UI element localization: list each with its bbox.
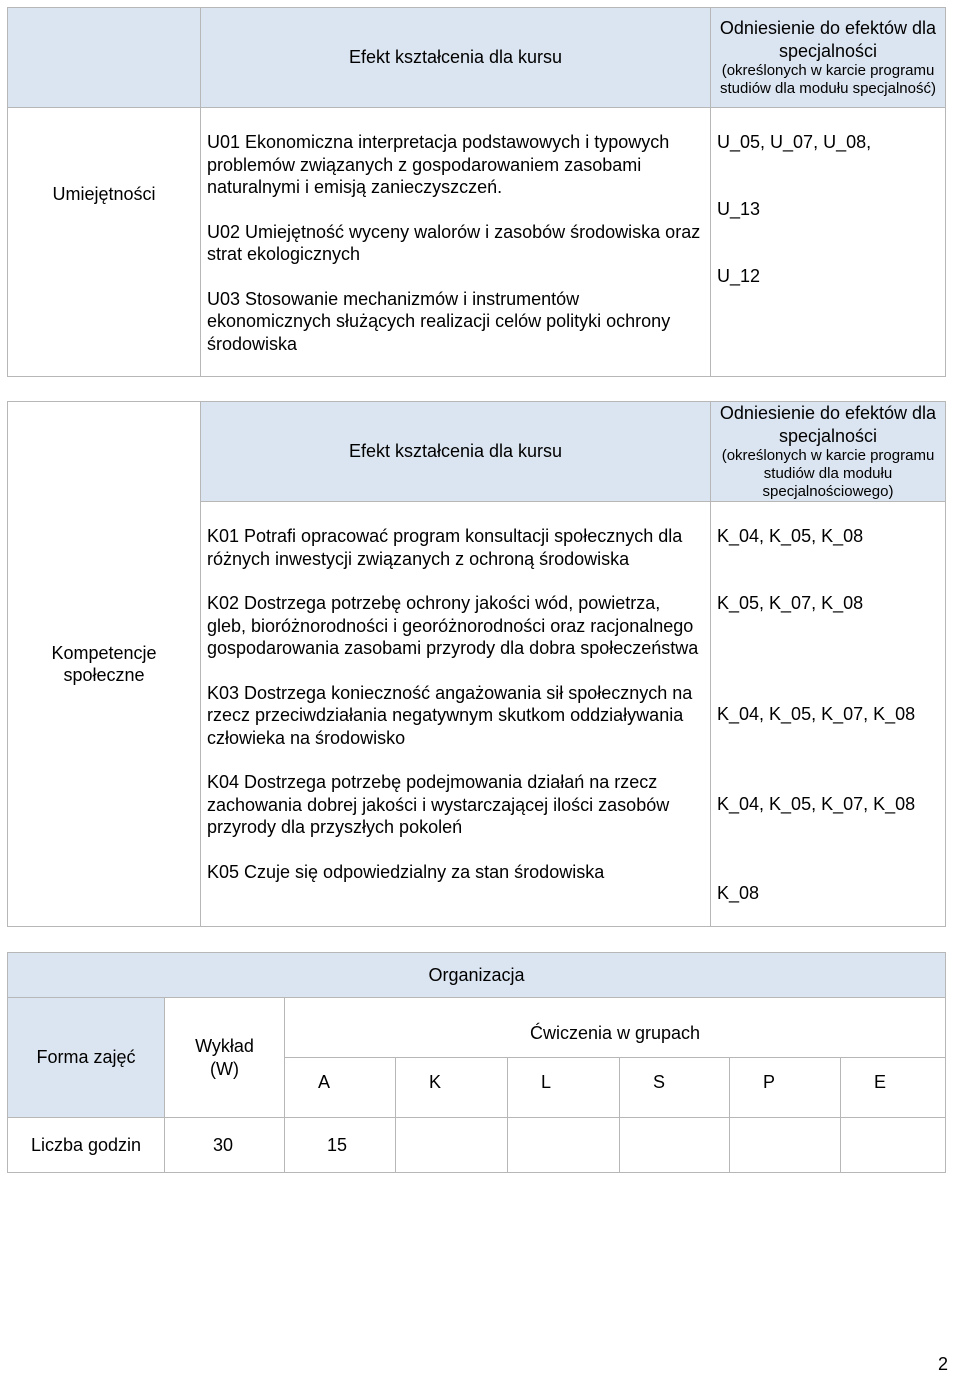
group-k: K [396,1058,508,1118]
competence-outcome-k02: K02 Dostrzega potrzebę ochrony jakości wód, powietrza, gleb, bioróżnorodności i georóżnorodności oraz racjonalnego gospodarowania zasobami przyrody dla dobra społeczeństwa [207,593,699,658]
skills-corner-cell [8,8,201,108]
competences-effect-header: Efekt kształcenia dla kursu [201,402,711,502]
hours-group-l [508,1118,620,1173]
competence-ref-k04: K_04, K_05, K_07, K_08 [717,793,916,814]
lecture-label-text: Wykład (W) [195,1036,254,1079]
hours-group-k [396,1118,508,1173]
competence-outcome-k03: K03 Dostrzega konieczność angażowania sił społecznych na rzecz przeciwdziałania negatywnym skutkom oddziaływania człowieka na środowisko [207,682,693,748]
skills-outcome-u01: U01 Ekonomiczna interpretacja podstawowych i typowych problemów związanych z gospodarowaniem zasobami naturalnymi i emisją zanieczyszczeń. [207,132,670,197]
form-label: Forma zajęć [8,998,165,1118]
skills-outcomes-cell [201,108,711,377]
skills-table [7,7,946,377]
competences-ref-header [711,402,946,502]
competence-ref-k01: K_04, K_05, K_08 [717,526,864,546]
group-s: S [620,1058,730,1118]
skills-category: Umiejętności [8,108,201,377]
competence-ref-k03: K_04, K_05, K_07, K_08 [717,704,916,724]
competences-outcomes-cell [201,502,711,927]
organization-title: Organizacja [8,953,946,998]
skills-ref-header [711,8,946,108]
competences-ref-header-title: Odniesienie do efektów dla specjalności [719,403,937,446]
group-l: L [508,1058,620,1118]
skills-ref-header-title: Odniesienie do efektów dla specjalności [719,18,937,61]
competence-outcome-k01: K01 Potrafi opracować program konsultacji społecznych dla różnych inwestycji związanych z ochroną środowiska [207,526,683,569]
hours-group-s [620,1118,730,1173]
competences-ref-header-note: (określonych w karcie programu studiów dla modułu specjalnościowego) [721,447,935,500]
skills-ref-u01: U_05, U_07, U_08, [717,132,872,152]
competence-outcome-k04: K04 Dostrzega potrzebę podejmowania działań na rzecz zachowania dobrej jakości i wystarczającej ilości zasobów przyrody dla przyszłych pokoleń [207,772,670,837]
group-p: P [730,1058,841,1118]
lecture-label [165,998,285,1118]
skills-ref-header-note: (określonych w karcie programu studiów dla modułu specjalność) [720,62,936,97]
group-e: E [841,1058,946,1118]
organization-table [7,952,946,1173]
skills-outcome-u02: U02 Umiejętność wyceny walorów i zasobów środowiska oraz strat ekologicznych [207,221,701,264]
hours-group-a: 15 [285,1118,396,1173]
competences-category: Kompetencje społeczne [8,402,201,927]
competence-ref-k02: K_05, K_07, K_08 [717,592,864,613]
skills-ref-u02: U_13 [717,198,761,219]
competence-outcome-k05: K05 Czuje się odpowiedzialny za stan środowiska [207,861,605,882]
hours-lecture: 30 [165,1118,285,1173]
competences-table [7,401,946,927]
hours-group-p [730,1118,841,1173]
exercises-label: Ćwiczenia w grupach [285,998,946,1058]
group-a: A [285,1058,396,1118]
competences-refs-cell [711,502,946,927]
hours-group-e [841,1118,946,1173]
skills-refs-cell [711,108,946,377]
skills-outcome-u03: U03 Stosowanie mechanizmów i instrumentów ekonomicznych służących realizacji celów polityki ochrony środowiska [207,288,671,354]
skills-ref-u03: U_12 [717,266,761,286]
page-number: 2 [937,1354,948,1374]
competence-ref-k05: K_08 [717,883,760,903]
hours-label: Liczba godzin [8,1118,165,1173]
skills-effect-header: Efekt kształcenia dla kursu [201,8,711,108]
